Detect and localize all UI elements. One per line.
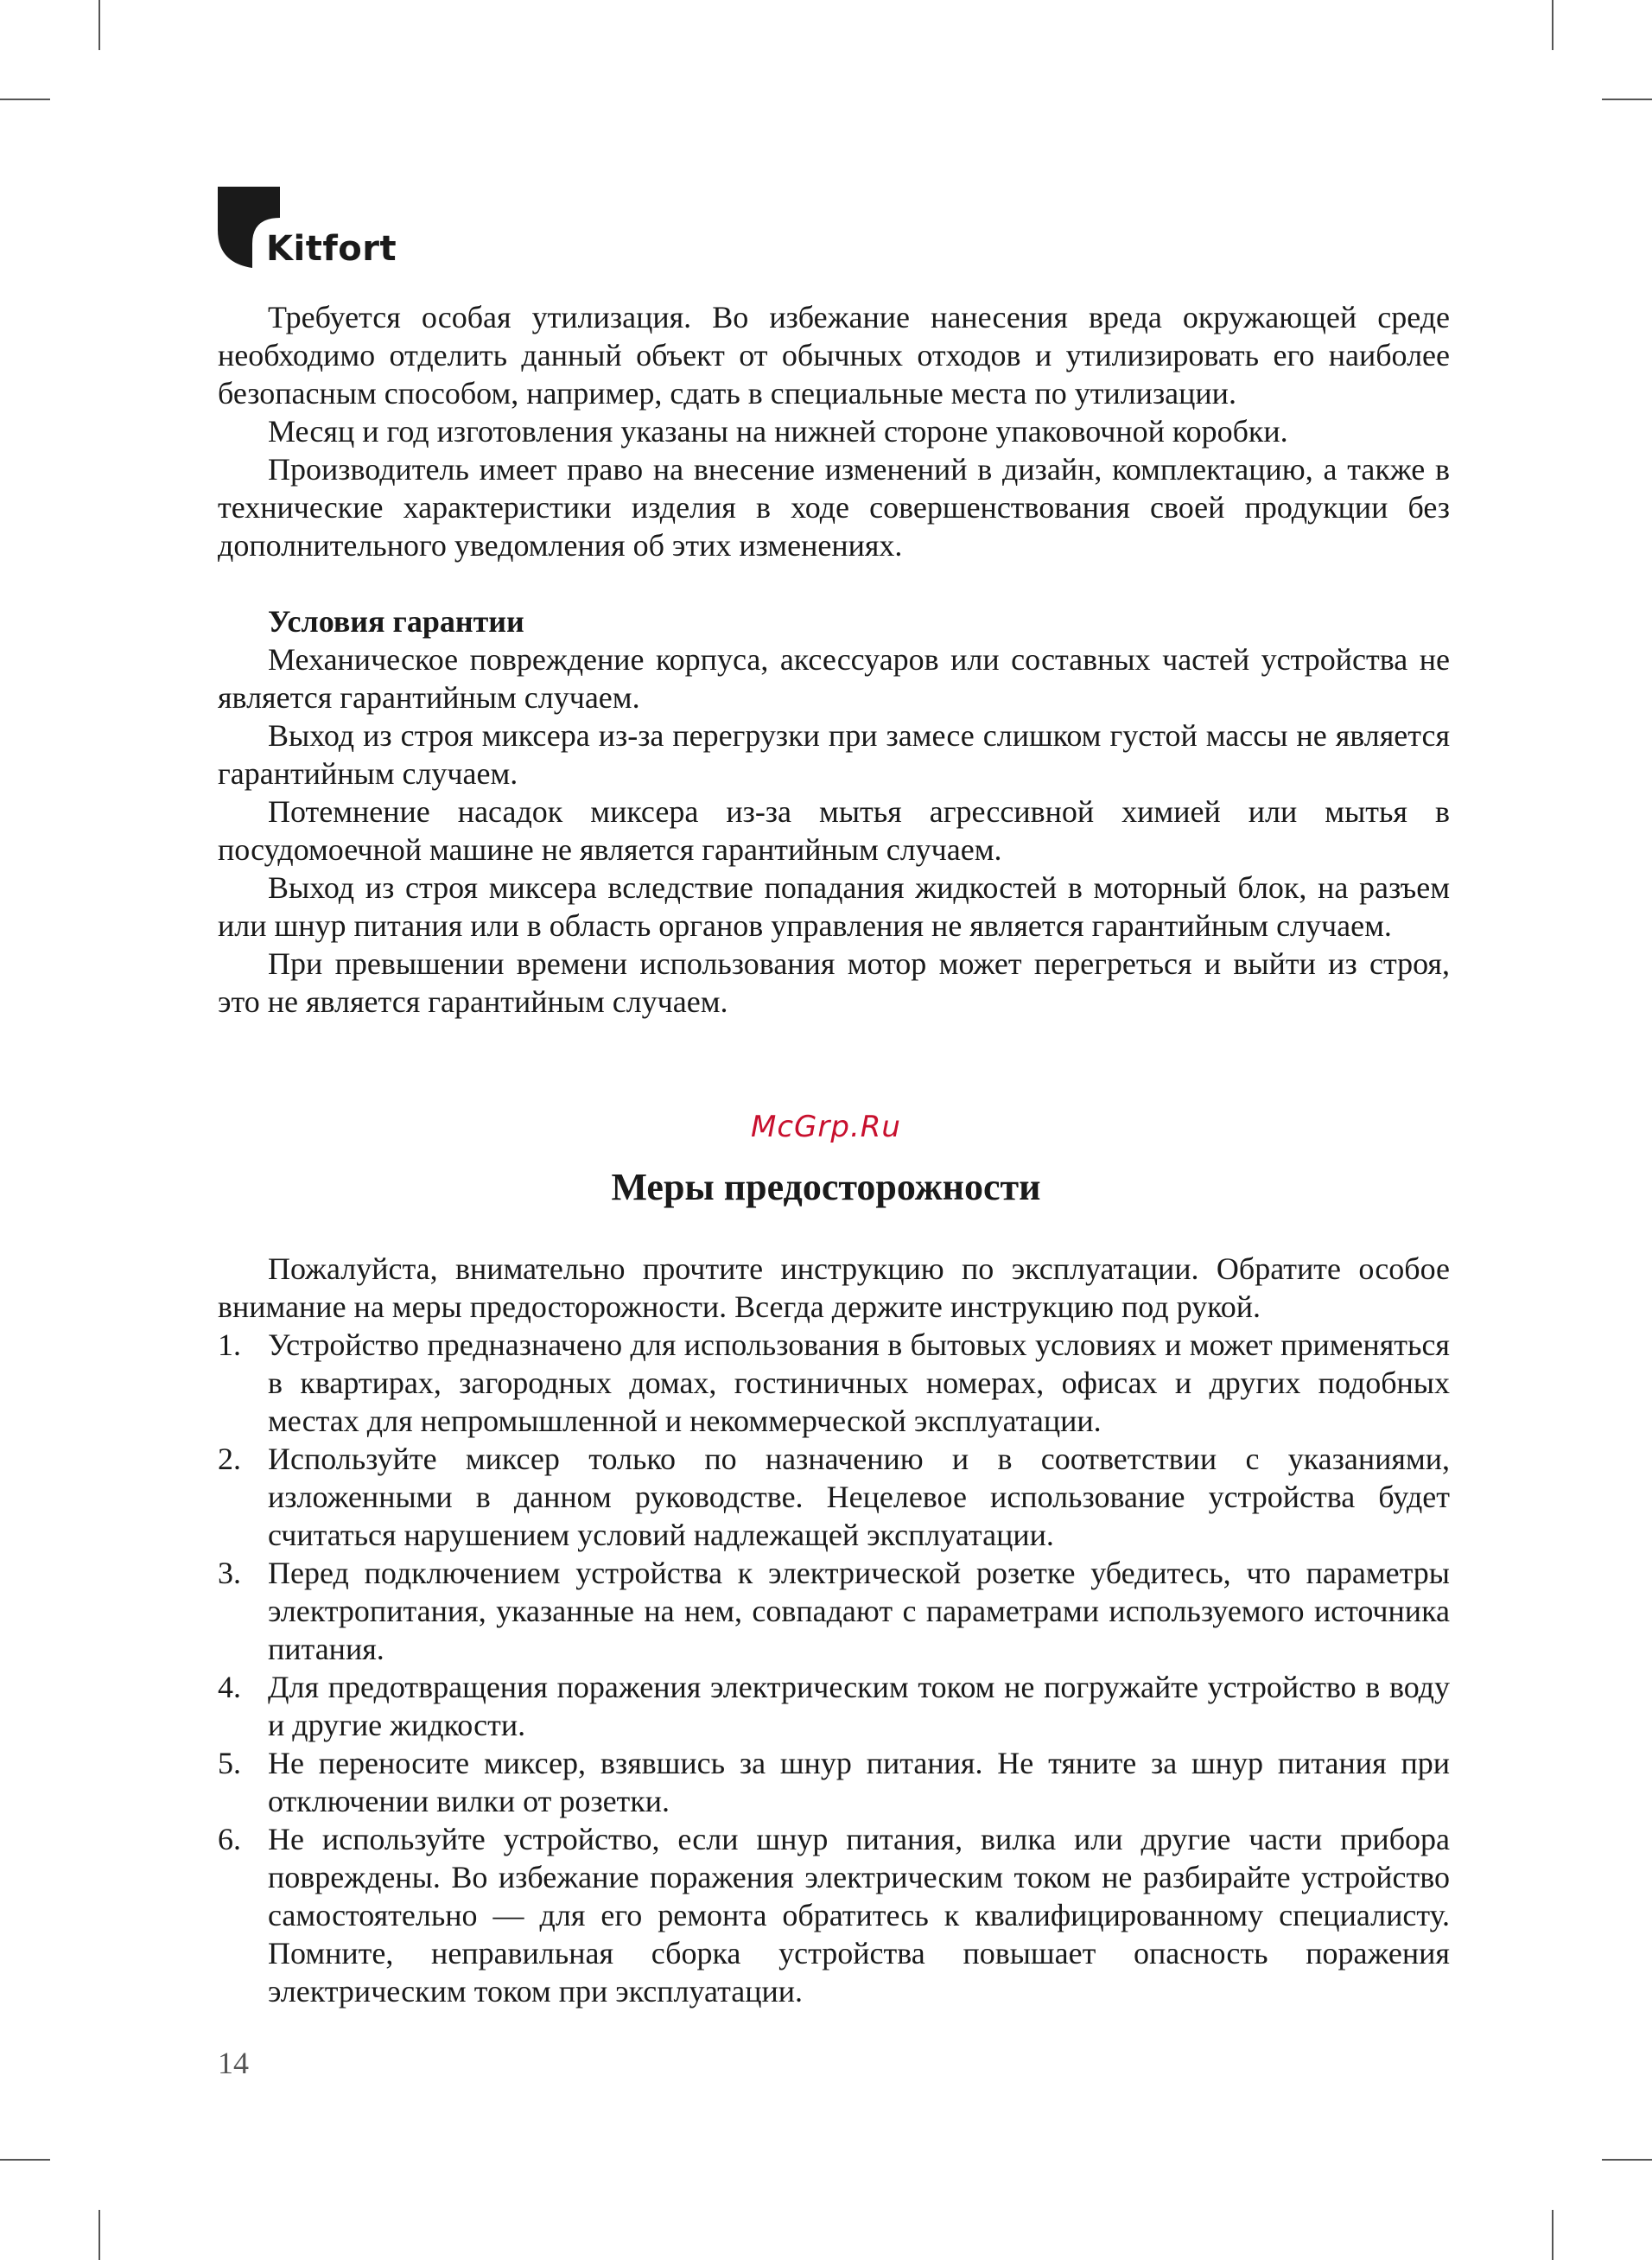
crop-mark (1552, 0, 1554, 50)
brand-name: Kitfort (266, 229, 397, 269)
warranty-paragraph: Механическое повреждение корпуса, аксессуаров или составных частей устройства не является гарантийным случаем. (218, 642, 1450, 715)
list-item-number: 5. (218, 1746, 241, 1780)
list-item (218, 1554, 1450, 1668)
list-item (218, 1668, 1450, 1744)
list-item-text: Устройство предназначено для использования в бытовых условиях и может применяться в квартирах, загородных домах, гостиничных номерах, офисах и других подобных местах для непромышленной и некоммерческой эксплуатации. (268, 1327, 1450, 1438)
list-item-number: 6. (218, 1822, 241, 1856)
disposal-paragraph: Требуется особая утилизация. Во избежание нанесения вреда окружающей среде необходимо отделить данный объект от обычных отходов и утилизировать его наиболее безопасным способом, например, сдать в специальные места по утилизации. (218, 300, 1450, 411)
watermark: McGrp.Ru (751, 1110, 901, 1144)
list-item-number: 4. (218, 1670, 241, 1704)
manufacturer-rights-paragraph: Производитель имеет право на внесение изменений в дизайн, комплектацию, а также в технические характеристики изделия в ходе совершенствования своей продукции без дополнительного уведомления об этих изменениях. (218, 452, 1450, 563)
list-item (218, 1820, 1450, 2010)
list-item-text: Не переносите миксер, взявшись за шнур питания. Не тяните за шнур питания при отключении вилки от розетки. (268, 1746, 1450, 1818)
list-item (218, 1440, 1450, 1554)
list-item (218, 1326, 1450, 1440)
crop-mark (0, 2159, 50, 2161)
crop-mark (98, 0, 100, 50)
precautions-list (218, 1326, 1450, 2010)
list-item-number: 3. (218, 1556, 241, 1590)
warranty-paragraph: Выход из строя миксера вследствие попадания жидкостей в моторный блок, на разъем или шнур питания или в область органов управления не является гарантийным случаем. (218, 870, 1450, 943)
list-item-text: Используйте миксер только по назначению и в соответствии с указаниями, изложенными в данном руководстве. Нецелевое использование устройства будет считаться нарушением условий надлежащей эксплуатации. (268, 1442, 1450, 1552)
warranty-paragraph: Потемнение насадок миксера из-за мытья агрессивной химией или мытья в посудомоечной машине не является гарантийным случаем. (218, 794, 1450, 867)
crop-mark (0, 99, 50, 100)
page-number: 14 (218, 2046, 249, 2080)
manufacture-date-paragraph: Месяц и год изготовления указаны на нижней стороне упаковочной коробки. (268, 414, 1288, 449)
warranty-paragraph: Выход из строя миксера из-за перегрузки при замесе слишком густой массы не является гарантийным случаем. (218, 718, 1450, 791)
crop-mark (1602, 99, 1652, 100)
crop-mark (1552, 2210, 1554, 2260)
precautions-intro: Пожалуйста, внимательно прочтите инструкцию по эксплуатации. Обратите особое внимание на меры предосторожности. Всегда держите инструкцию под рукой. (218, 1251, 1450, 1324)
warranty-heading: Условия гарантии (268, 604, 524, 639)
crop-mark (98, 2210, 100, 2260)
section-title: Меры предосторожности (611, 1166, 1041, 1208)
brand-logo (218, 187, 397, 273)
list-item-number: 2. (218, 1442, 241, 1476)
precautions-text-block (218, 1250, 1450, 2010)
list-item-text: Не используйте устройство, если шнур питания, вилка или другие части прибора повреждены. Во избежание поражения электрическим током не разбирайте устройство самостоятельно — для его ремонта обратитесь к квалифицированному специалисту. Помните, неправильная сборка устройства повышает опасность поражения электрическим током при эксплуатации. (268, 1822, 1450, 2009)
crop-mark (1602, 2159, 1652, 2161)
list-item-number: 1. (218, 1327, 241, 1362)
list-item (218, 1744, 1450, 1820)
warranty-paragraph: При превышении времени использования мотор может перегреться и выйти из строя, это не является гарантийным случаем. (218, 946, 1450, 1019)
warranty-text-block (218, 298, 1450, 1021)
list-item-text: Для предотвращения поражения электрическим током не погружайте устройство в воду и другие жидкости. (268, 1670, 1450, 1742)
list-item-text: Перед подключением устройства к электрической розетке убедитесь, что параметры электропитания, указанные на нем, совпадают с параметрами используемого источника питания. (268, 1556, 1450, 1666)
